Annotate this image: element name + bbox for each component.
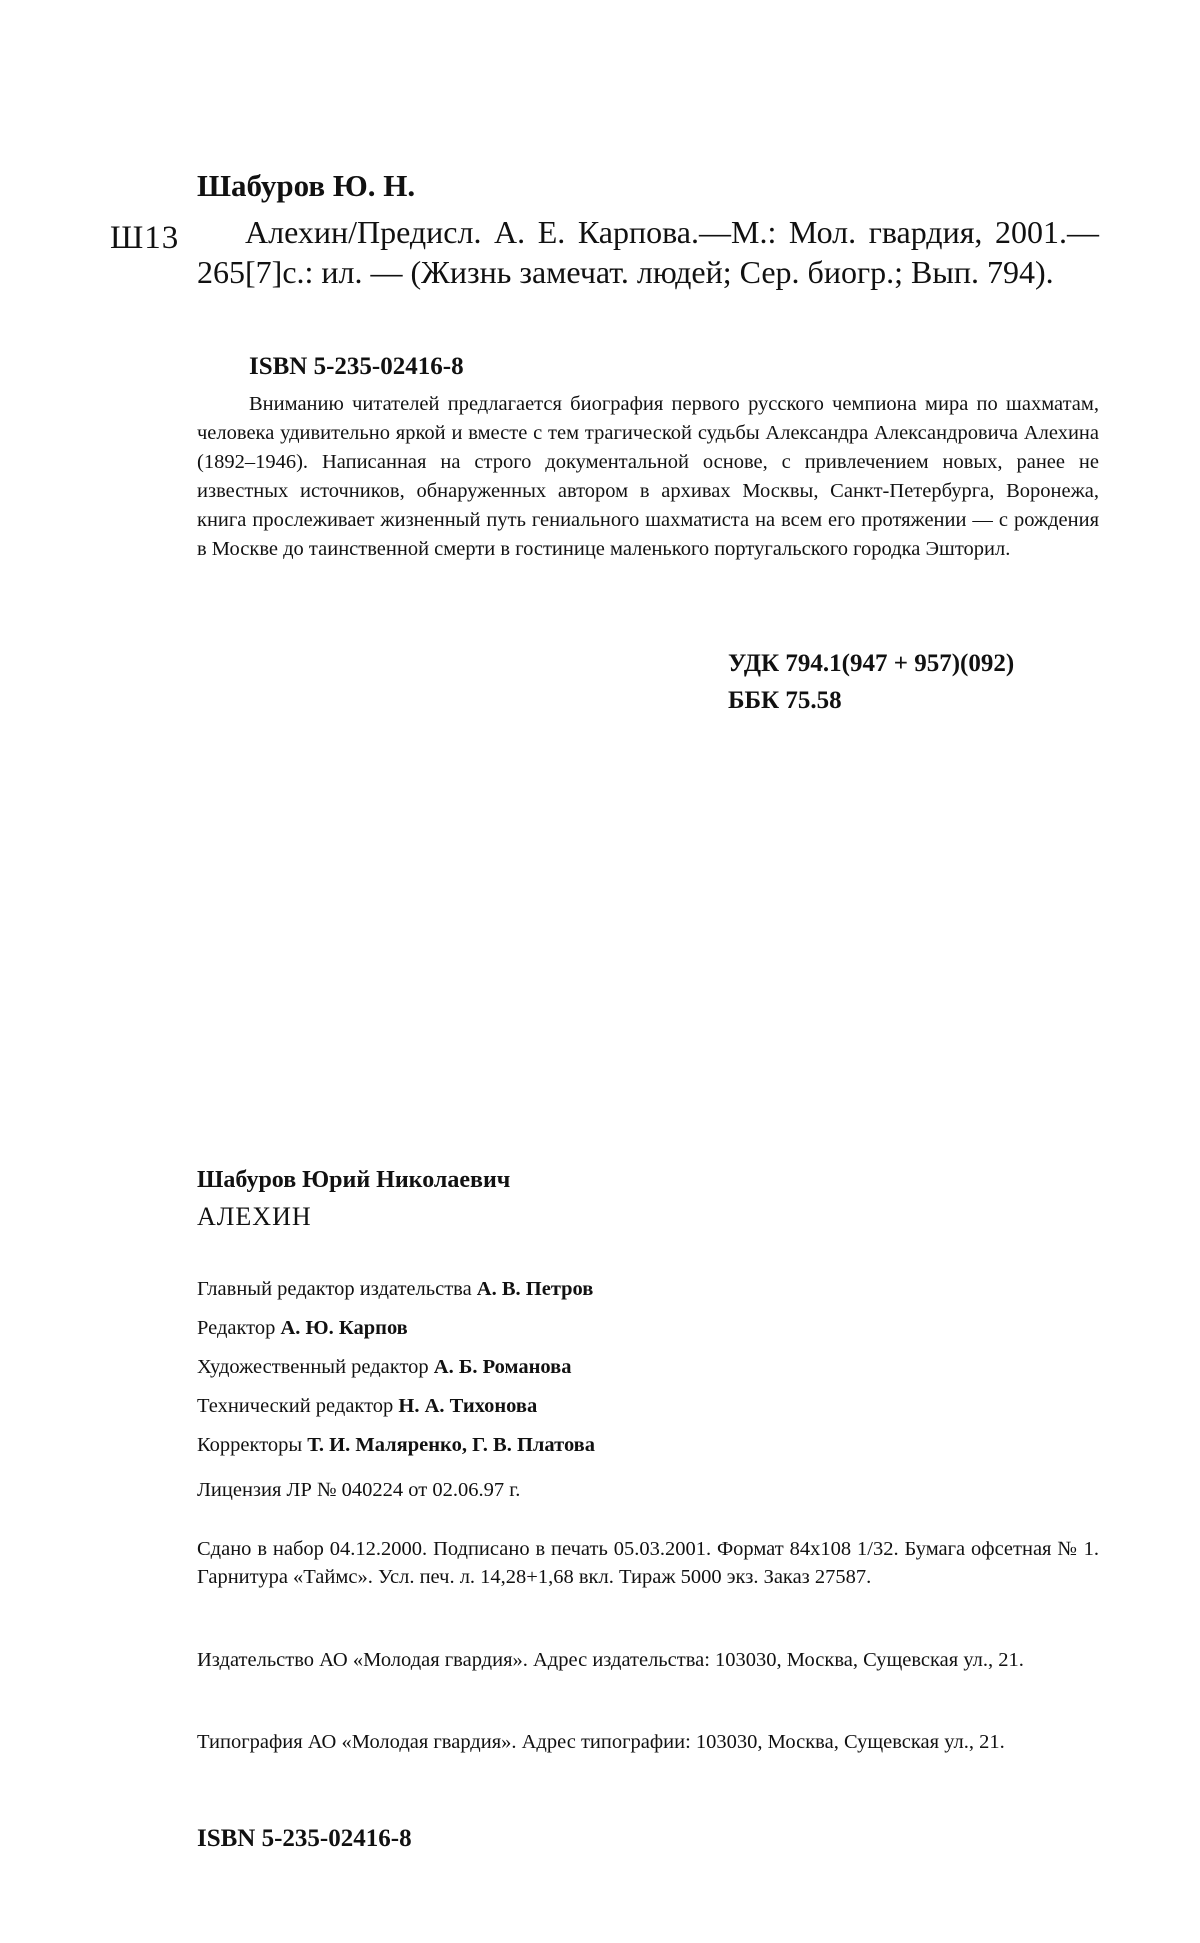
imprint-author: Шабуров Юрий Николаевич: [197, 1167, 510, 1194]
imprint-title: АЛЕХИН: [197, 1202, 312, 1232]
catalog-author-heading: Шабуров Ю. Н.: [197, 168, 415, 204]
classification-indices: [728, 645, 1014, 719]
staff-list: [197, 1270, 1099, 1465]
annotation-paragraph: Вниманию читателей предлагается биография первого русского чемпиона мира по шахматам, человека удивительно яркой и вместе с тем трагической судьбы Александра Александровича Алехина (1892–1946). Написанная на строго документальной основе, с привлечением новых, ранее не известных источников, обнаруженных автором в архивах Москвы, Санкт-Петербурга, Воронежа, книга прослеживает жизненный путь гениального шахматиста на всем его протяжении — с рождения в Москве до таинственной смерти в гостинице маленького португальского городка Эшторил.: [197, 390, 1099, 564]
imprint-isbn: ISBN 5-235-02416-8: [197, 1825, 412, 1853]
udk-index: УДК 794.1(947 + 957)(092): [728, 645, 1014, 682]
classification-code: Ш13: [110, 220, 179, 257]
staff-name: А. Ю. Карпов: [281, 1317, 408, 1339]
staff-role: Технический редактор: [197, 1395, 393, 1417]
bbk-index: ББК 75.58: [728, 682, 1014, 719]
staff-role: Художественный редактор: [197, 1356, 429, 1378]
publisher-address: Издательство АО «Молодая гвардия». Адрес издательства: 103030, Москва, Сущевская ул., 21.: [197, 1646, 1099, 1674]
print-details: Сдано в набор 04.12.2000. Подписано в печать 05.03.2001. Формат 84х108 1/32. Бумага офсетная № 1. Гарнитура «Таймс». Усл. печ. л. 14,28+1,68 вкл. Тираж 5000 экз. Заказ 27587.: [197, 1535, 1099, 1591]
staff-editor: [197, 1309, 1099, 1348]
staff-tech-editor: [197, 1387, 1099, 1426]
staff-proofreaders: [197, 1426, 1099, 1465]
staff-name: Т. И. Маляренко, Г. В. Платова: [307, 1434, 595, 1456]
staff-role: Редактор: [197, 1317, 275, 1339]
staff-art-editor: [197, 1348, 1099, 1387]
license-line: Лицензия ЛР № 040224 от 02.06.97 г.: [197, 1476, 1099, 1504]
typography-address: Типография АО «Молодая гвардия». Адрес типографии: 103030, Москва, Сущевская ул., 21.: [197, 1728, 1099, 1756]
staff-name: А. Б. Романова: [434, 1356, 572, 1378]
catalog-isbn: ISBN 5-235-02416-8: [249, 353, 464, 381]
staff-role: Корректоры: [197, 1434, 302, 1456]
staff-role: Главный редактор издательства: [197, 1278, 472, 1300]
staff-chief-editor: [197, 1270, 1099, 1309]
staff-name: Н. А. Тихонова: [398, 1395, 537, 1417]
staff-name: А. В. Петров: [477, 1278, 594, 1300]
bibliographic-entry: Алехин/Предисл. А. Е. Карпова.—М.: Мол. гвардия, 2001.—265[7]с.: ил. — (Жизнь замечат. людей; Сер. биогр.; Вып. 794).: [197, 212, 1099, 292]
